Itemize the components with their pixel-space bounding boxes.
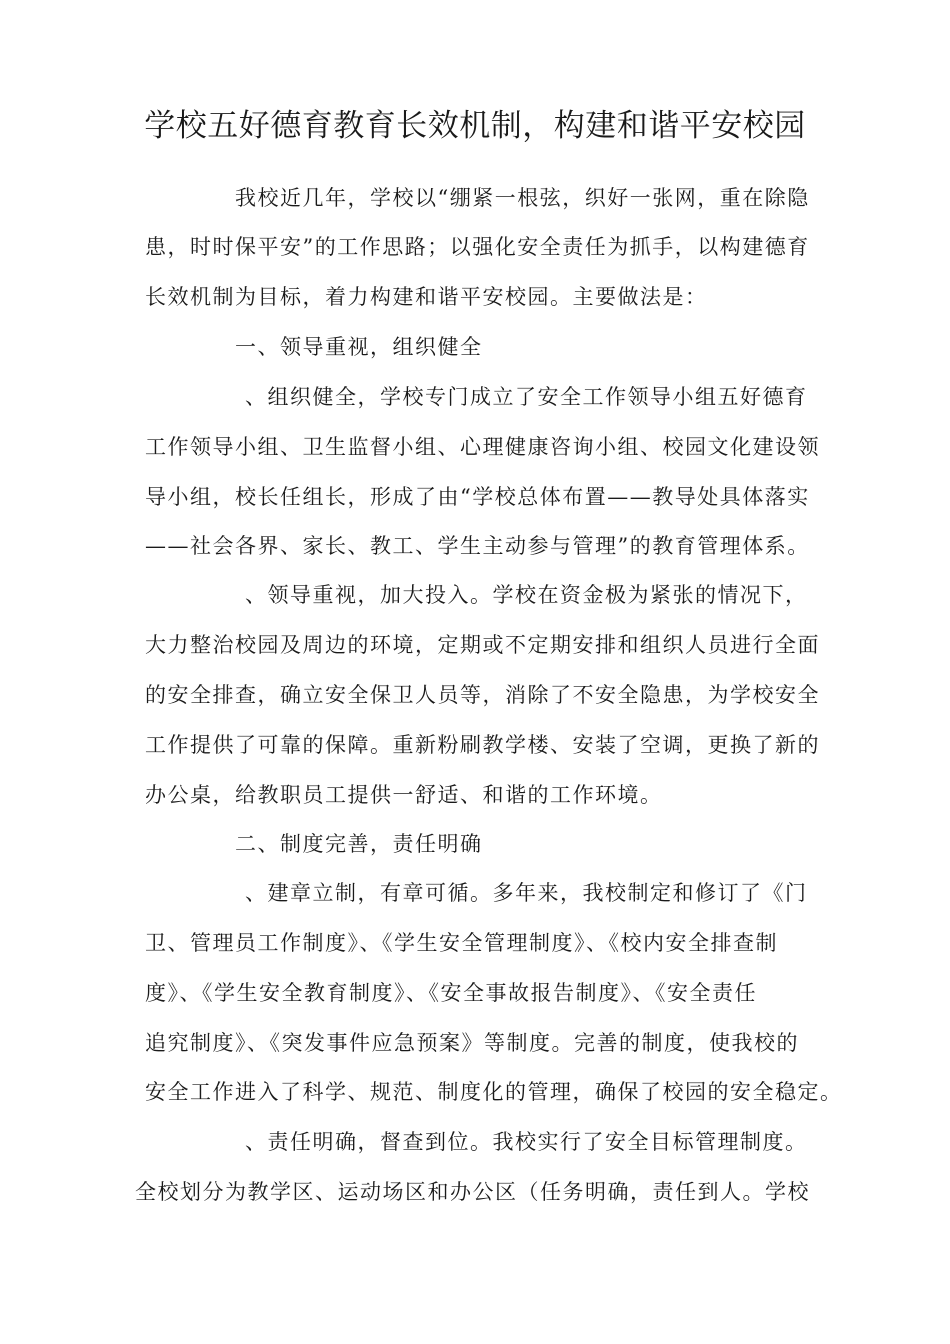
- paragraph-line: ——社会各界、家长、教工、学生主动参与管理”的教育管理体系。: [145, 534, 810, 558]
- paragraph-line: 我校近几年，学校以“绷紧一根弦，织好一张网，重在除隐: [235, 186, 810, 210]
- paragraph-line: 的安全排查，确立安全保卫人员等，消除了不安全隐患，为学校安全: [145, 683, 820, 707]
- paragraph-line: 安全工作进入了科学、规范、制度化的管理，确保了校园的安全稳定。: [145, 1080, 843, 1104]
- paragraph-line: 、建章立制，有章可循。多年来，我校制定和修订了《门: [245, 881, 808, 905]
- section-heading: 一、领导重视，组织健全: [235, 335, 483, 359]
- document-title: 学校五好德育教育长效机制，构建和谐平安校园: [144, 108, 806, 144]
- paragraph-line: 、领导重视，加大投入。学校在资金极为紧张的情况下，: [245, 583, 808, 607]
- paragraph-line: 、责任明确，督查到位。我校实行了安全目标管理制度。: [245, 1130, 808, 1154]
- paragraph-line: 大力整治校园及周边的环境，定期或不定期安排和组织人员进行全面: [145, 633, 820, 657]
- paragraph-line: 导小组，校长任组长，形成了由“学校总体布置——教导处具体落实: [145, 485, 810, 509]
- paragraph-line: 患，时时保平安”的工作思路；以强化安全责任为抓手，以构建德育: [145, 235, 810, 259]
- paragraph-line: 工作领导小组、卫生监督小组、心理健康咨询小组、校园文化建设领: [145, 435, 820, 459]
- paragraph-line: 、组织健全，学校专门成立了安全工作领导小组五好德育: [245, 385, 808, 409]
- paragraph-line: 全校划分为教学区、运动场区和办公区（任务明确，责任到人。学校: [135, 1180, 810, 1204]
- paragraph-line: 度》、《学生安全教育制度》、《安全事故报告制度》、《安全责任: [145, 981, 757, 1005]
- paragraph-line: 追究制度》、《突发事件应急预案》等制度。完善的制度，使我校的: [145, 1031, 799, 1055]
- paragraph-line: 办公桌，给教职员工提供一舒适、和谐的工作环境。: [145, 783, 663, 807]
- paragraph-line: 卫、管理员工作制度》、《学生安全管理制度》、《校内安全排查制: [145, 931, 778, 955]
- paragraph-line: 工作提供了可靠的保障。重新粉刷教学楼、安装了空调，更换了新的: [145, 733, 820, 757]
- paragraph-line: 长效机制为目标，着力构建和谐平安校园。主要做法是：: [145, 285, 708, 309]
- section-heading: 二、制度完善，责任明确: [235, 832, 483, 856]
